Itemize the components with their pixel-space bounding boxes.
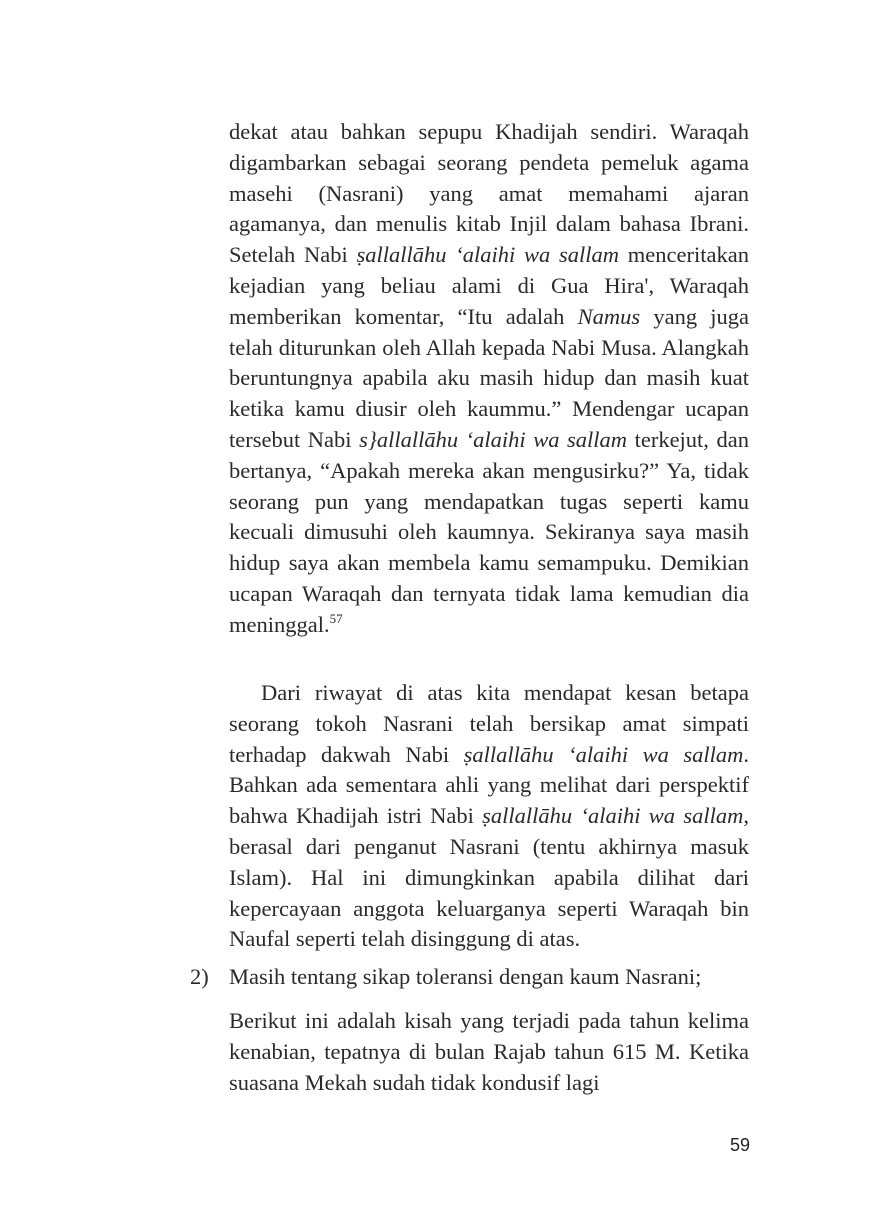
page-number: 59 bbox=[729, 1135, 750, 1155]
text-run: menceritakan kejadian yang beliau alami di Gua Hira', Waraqah memberikan komentar, “Itu adalah bbox=[229, 242, 749, 329]
text-run: terkejut, dan bertanya, “Apakah mereka akan mengusirku?” Ya, tidak seorang pun yang mendapatkan tugas seperti kamu kecuali dimusuhi oleh kaumnya. Sekiranya saya masih hidup saya akan membela kamu semampuku. Demikian ucapan Waraqah dan ternyata tidak lama kemudian dia meninggal. bbox=[229, 426, 749, 637]
text-run: Dari riwayat di atas kita mendapat kesan betapa seorang tokoh Nasrani telah bersikap amat simpati terhadap dakwah Nabi bbox=[229, 680, 749, 767]
text-run: . Bahkan ada sementara ahli yang melihat dari perspektif bahwa Khadijah istri Nabi bbox=[229, 741, 749, 829]
footnote-marker: 57 bbox=[329, 610, 343, 626]
honorific-italic: ṣallallāhu ‘alaihi wa sallam bbox=[356, 242, 620, 268]
text-run: dekat atau bahkan sepupu Khadijah sendiri. Waraqah digambarkan sebagai seorang pendeta pemeluk agama masehi (Nasrani) yang amat memahami ajaran agamanya, dan menulis kitab Injil dalam bahasa Ibrani. Setelah Nabi bbox=[229, 119, 749, 268]
text-run: , berasal dari penganut Nasrani (tentu akhirnya masuk Islam). Hal ini dimungkinkan apabila dilihat dari kepercayaan anggota keluarganya seperti Waraqah bin Naufal seperti telah disinggung di atas. bbox=[229, 803, 749, 952]
honorific-italic: ṣallallāhu ‘alaihi wa sallam bbox=[482, 803, 744, 829]
paragraph-kisah: Berikut ini adalah kisah yang terjadi pada tahun kelima kenabian, tepatnya di bulan Rajab tahun 615 M. Ketika suasana Mekah sudah tidak kondusif lagi bbox=[229, 1008, 749, 1095]
paragraph-riwayat bbox=[229, 678, 749, 955]
term-italic: Namus bbox=[577, 303, 641, 329]
text-run: yang juga telah diturunkan oleh Allah kepada Nabi Musa. Alangkah beruntungnya apabila aku masih hidup dan masih kuat ketika kamu diusir oleh kaummu.” Mendengar ucapan tersebut Nabi bbox=[229, 303, 750, 452]
honorific-italic: s}allallāhu ‘alaihi wa sallam bbox=[359, 426, 628, 452]
honorific-italic: ṣallallāhu ‘alaihi wa sallam bbox=[463, 741, 744, 767]
paragraph-waraqah bbox=[229, 117, 749, 641]
list-item-number: 2) bbox=[190, 964, 209, 989]
list-item-text: Masih tentang sikap toleransi dengan kaum Nasrani; bbox=[229, 964, 702, 989]
